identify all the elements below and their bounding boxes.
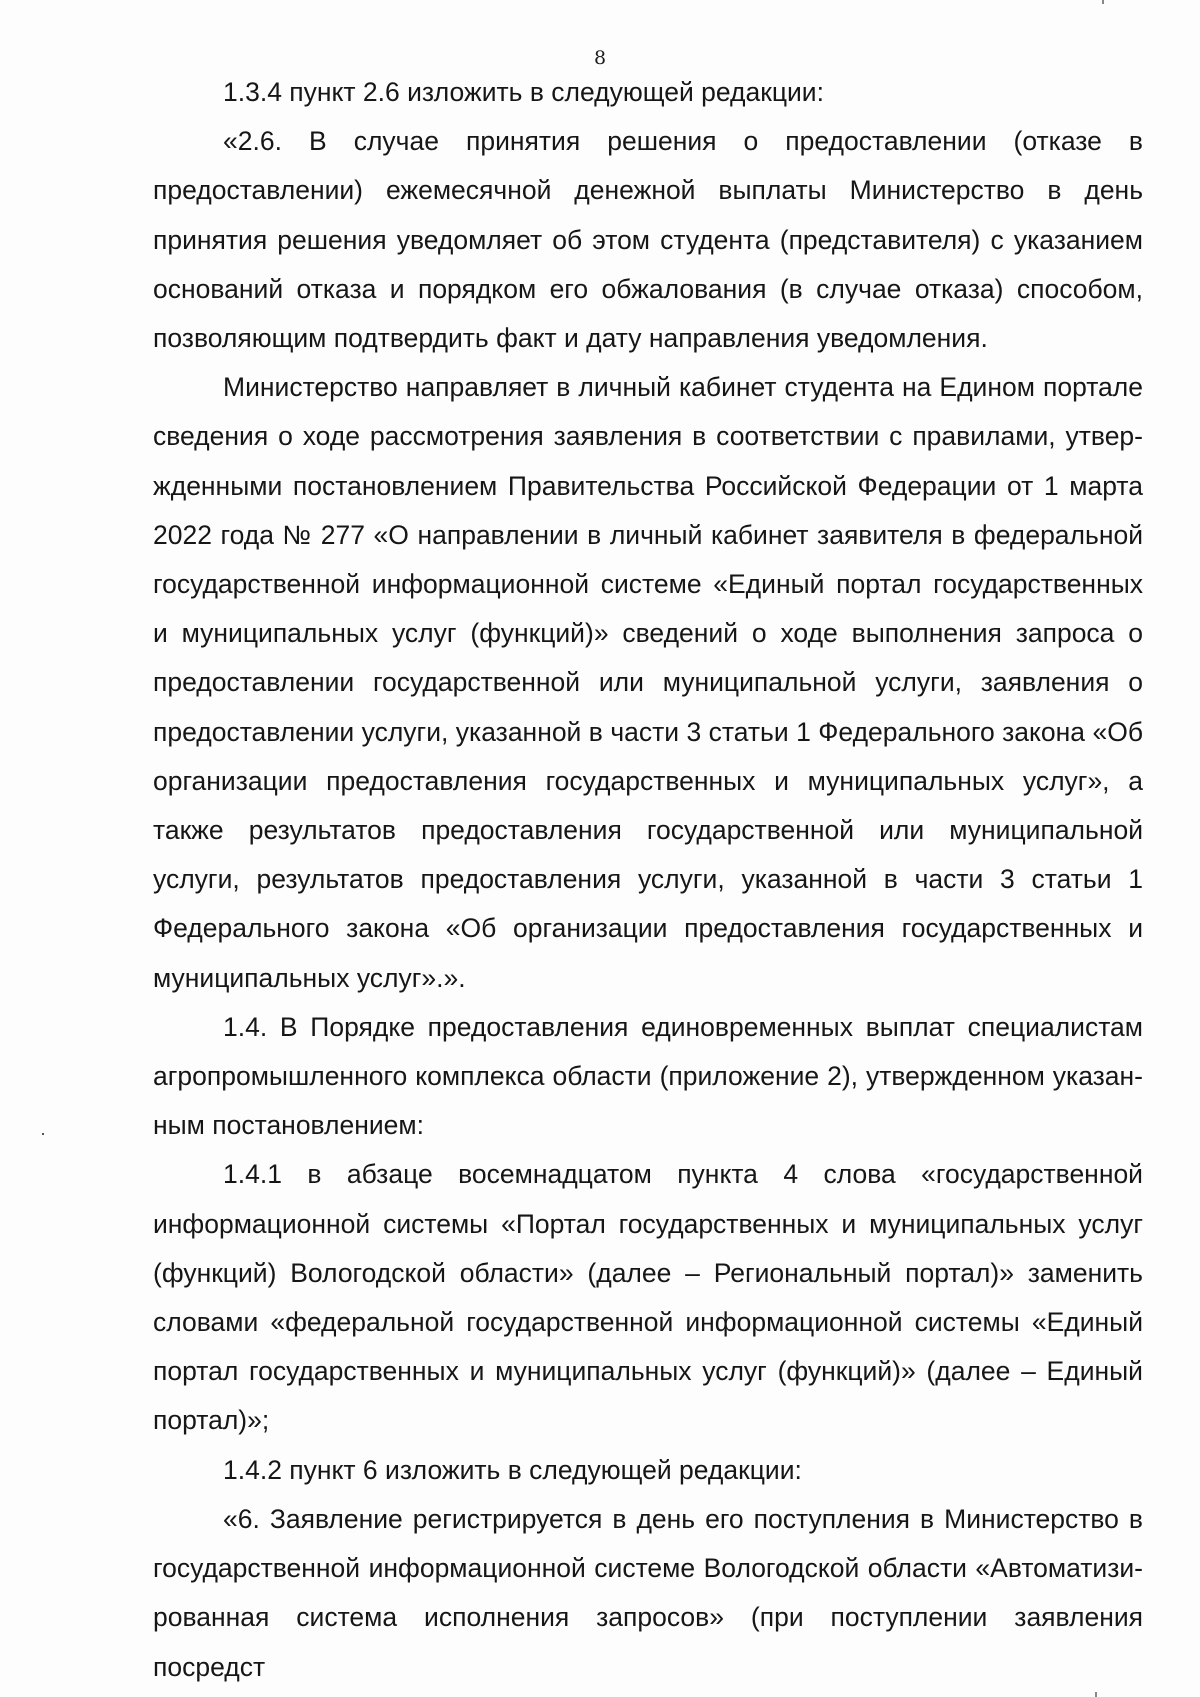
paragraph-1-4: 1.4. В Порядке предоставления единовременных выплат специалистам агропромышленного комплекса области (приложение 2), утвержденном указанным постановлением: <box>153 1011 1143 1141</box>
scan-mark <box>1102 0 1104 4</box>
scan-mark-bottom <box>1095 1692 1097 1697</box>
paragraph-2-6: «2.6. В случае принятия решения о предоставлении (отказе в предоставлении) ежемесячной денежной выплаты Министерство в день принятия решения уведомляет об этом студента (представителя) с указанием оснований отказа и порядком его обжалования (в случае отказа) способом, позволяющим подтвердить факт и дату направления уведомления. <box>153 126 1143 354</box>
paragraph-1-4-2: 1.4.2 пункт 6 изложить в следующей редакции: <box>223 1454 802 1485</box>
paragraph-ministry-notice: Министерство направляет в личный кабинет студента на Едином портале сведения о ходе рассмотрения заявления в соответствии с правилами, утвержденными постановлением Правительства Российской Федерации от 1 марта 2022 года № 277 «О направлении в личный кабинет заявителя в федеральной государственной информационной системе «Единый портал государственных и муниципальных услуг (функций)» сведений о ходе выполнения запроса о предоставлении государственной или муниципальной услуги, заявления о предоставлении услуги, указанной в части 3 статьи 1 Федерального закона «Об организации предоставления государственных и муниципальных услуг», а также результатов предоставления государственной или муниципальной услуги, результатов предоставления услуги, указанной в части 3 статьи 1 Федерального закона «Об организации предоставления государственных и муниципальных услуг».». <box>153 372 1143 993</box>
document-body <box>153 68 1143 1692</box>
paragraph-1-3-4: 1.3.4 пункт 2.6 изложить в следующей редакции: <box>223 77 824 107</box>
paragraph-1-4-1: 1.4.1 в абзаце восемнадцатом пункта 4 слова «государственной информационной системы «Портал государственных и муниципальных услуг (функций) Вологодской области» (далее – Региональный портал)» заменить словами «федеральной государственной информационной системы «Единый портал государственных и муниципальных услуг (функций)» (далее – Единый портал)»; <box>153 1159 1143 1436</box>
scan-dot <box>42 1133 44 1135</box>
page-number: 8 <box>593 47 607 69</box>
paragraph-6: «6. Заявление регистрируется в день его поступления в Министерство в государственной информационной системе Вологодской области «Автоматизированная система исполнения запросов» (при поступлении заявления посредст <box>153 1503 1143 1682</box>
